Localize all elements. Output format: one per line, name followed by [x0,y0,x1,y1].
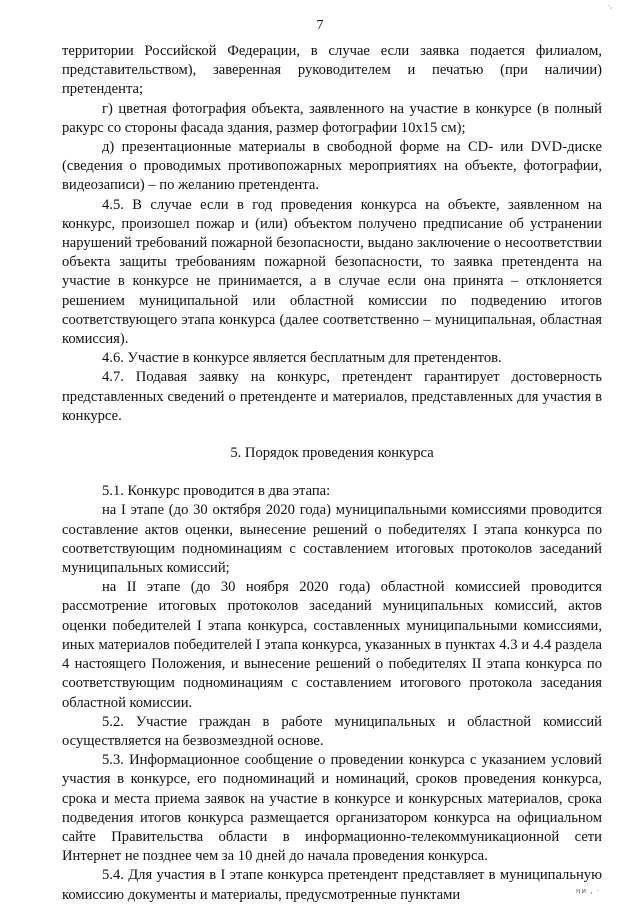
paragraph: 4.6. Участие в конкурсе является бесплатным для претендентов. [102,350,502,367]
paragraph: д) презентационные материалы в свободной форме на CD- или DVD-диске (сведения о проводимых противопожарных мероприятиях на объекте, фотографии, видеозаписи) – по желанию претендента. [62,139,602,194]
paragraph: 5.4. Для участия в I этапе конкурса претендент представляет в муниципальную комиссию документы и материалы, предусмотренные пунктами [62,867,602,903]
paragraph: 5.2. Участие граждан в работе муниципальных и областной комиссий осуществляется на безвозмездной основе. [62,713,602,749]
page-number: 7 [316,18,324,33]
scan-mark-bottom: ни , · [575,886,600,895]
paragraph: 5.3. Информационное сообщение о проведении конкурса с указанием условий участия в конкурсе, его подноминаций и номинаций, сроков проведения конкурса, срока и места приема заявок на участие в конкурсе и конкурсных материалов, срока подведения итогов конкурса размещается организатором конкурса на официальном сайте Правительства области в информационно-телекоммуникационной сети Интернет не позднее чем за 10 дней до начала проведения конкурса. [62,752,602,865]
paragraph: на I этапе (до 30 октября 2020 года) муниципальными комиссиями проводится составление актов оценки, вынесение решений о победителях I этапа конкурса по соответствующим подноминациям с составлением итоговых протоколов заседаний муниципальных комиссий; [62,502,602,577]
paragraph: на II этапе (до 30 ноября 2020 года) областной комиссией проводится рассмотрение итоговых протоколов заседаний муниципальных комиссий, актов оценки победителей I этапа конкурса, составленных муниципальными комиссиями, иных материалов победителей I этапа конкурса, указанных в пунктах 4.3 и 4.4 раздела 4 настоящего Положения, и вынесение решений о победителях II этапа конкурса по соответствующим подноминациям с составлением итогового протокола заседания областной комиссии. [62,579,602,711]
paragraph: территории Российской Федерации, в случае если заявка подается филиалом, представительством), заверенная руководителем и печатью (при наличии) претендента; [62,43,602,98]
paragraph: 4.7. Подавая заявку на конкурс, претендент гарантирует достоверность представленных сведений о претенденте и материалов, представленных для участия в конкурсе. [62,369,602,424]
scan-mark-top: ·, [607,2,612,10]
section-heading: 5. Порядок проведения конкурса [230,445,434,462]
paragraph: 4.5. В случае если в год проведения конкурса на объекте, заявленном на конкурс, произошел пожар и (или) объектом получено предписание об устранении нарушений требований пожарной безопасности, выдано заключение о несоответствии объекта защиты требованиям пожарной безопасности, то заявка претендента на участие в конкурсе не принимается, а в случае если она принята – отклоняется решением муниципальной или областной комиссии по подведению итогов соответствующего этапа конкурса (далее соответственно – муниципальная, областная комиссия). [62,196,602,348]
paragraph: 5.1. Конкурс проводится в два этапа: [102,483,331,500]
document-body [62,42,602,905]
paragraph: г) цветная фотография объекта, заявленного на участие в конкурсе (в полный ракурс со стороны фасада здания, размер фотографии 10х15 см); [62,100,602,136]
